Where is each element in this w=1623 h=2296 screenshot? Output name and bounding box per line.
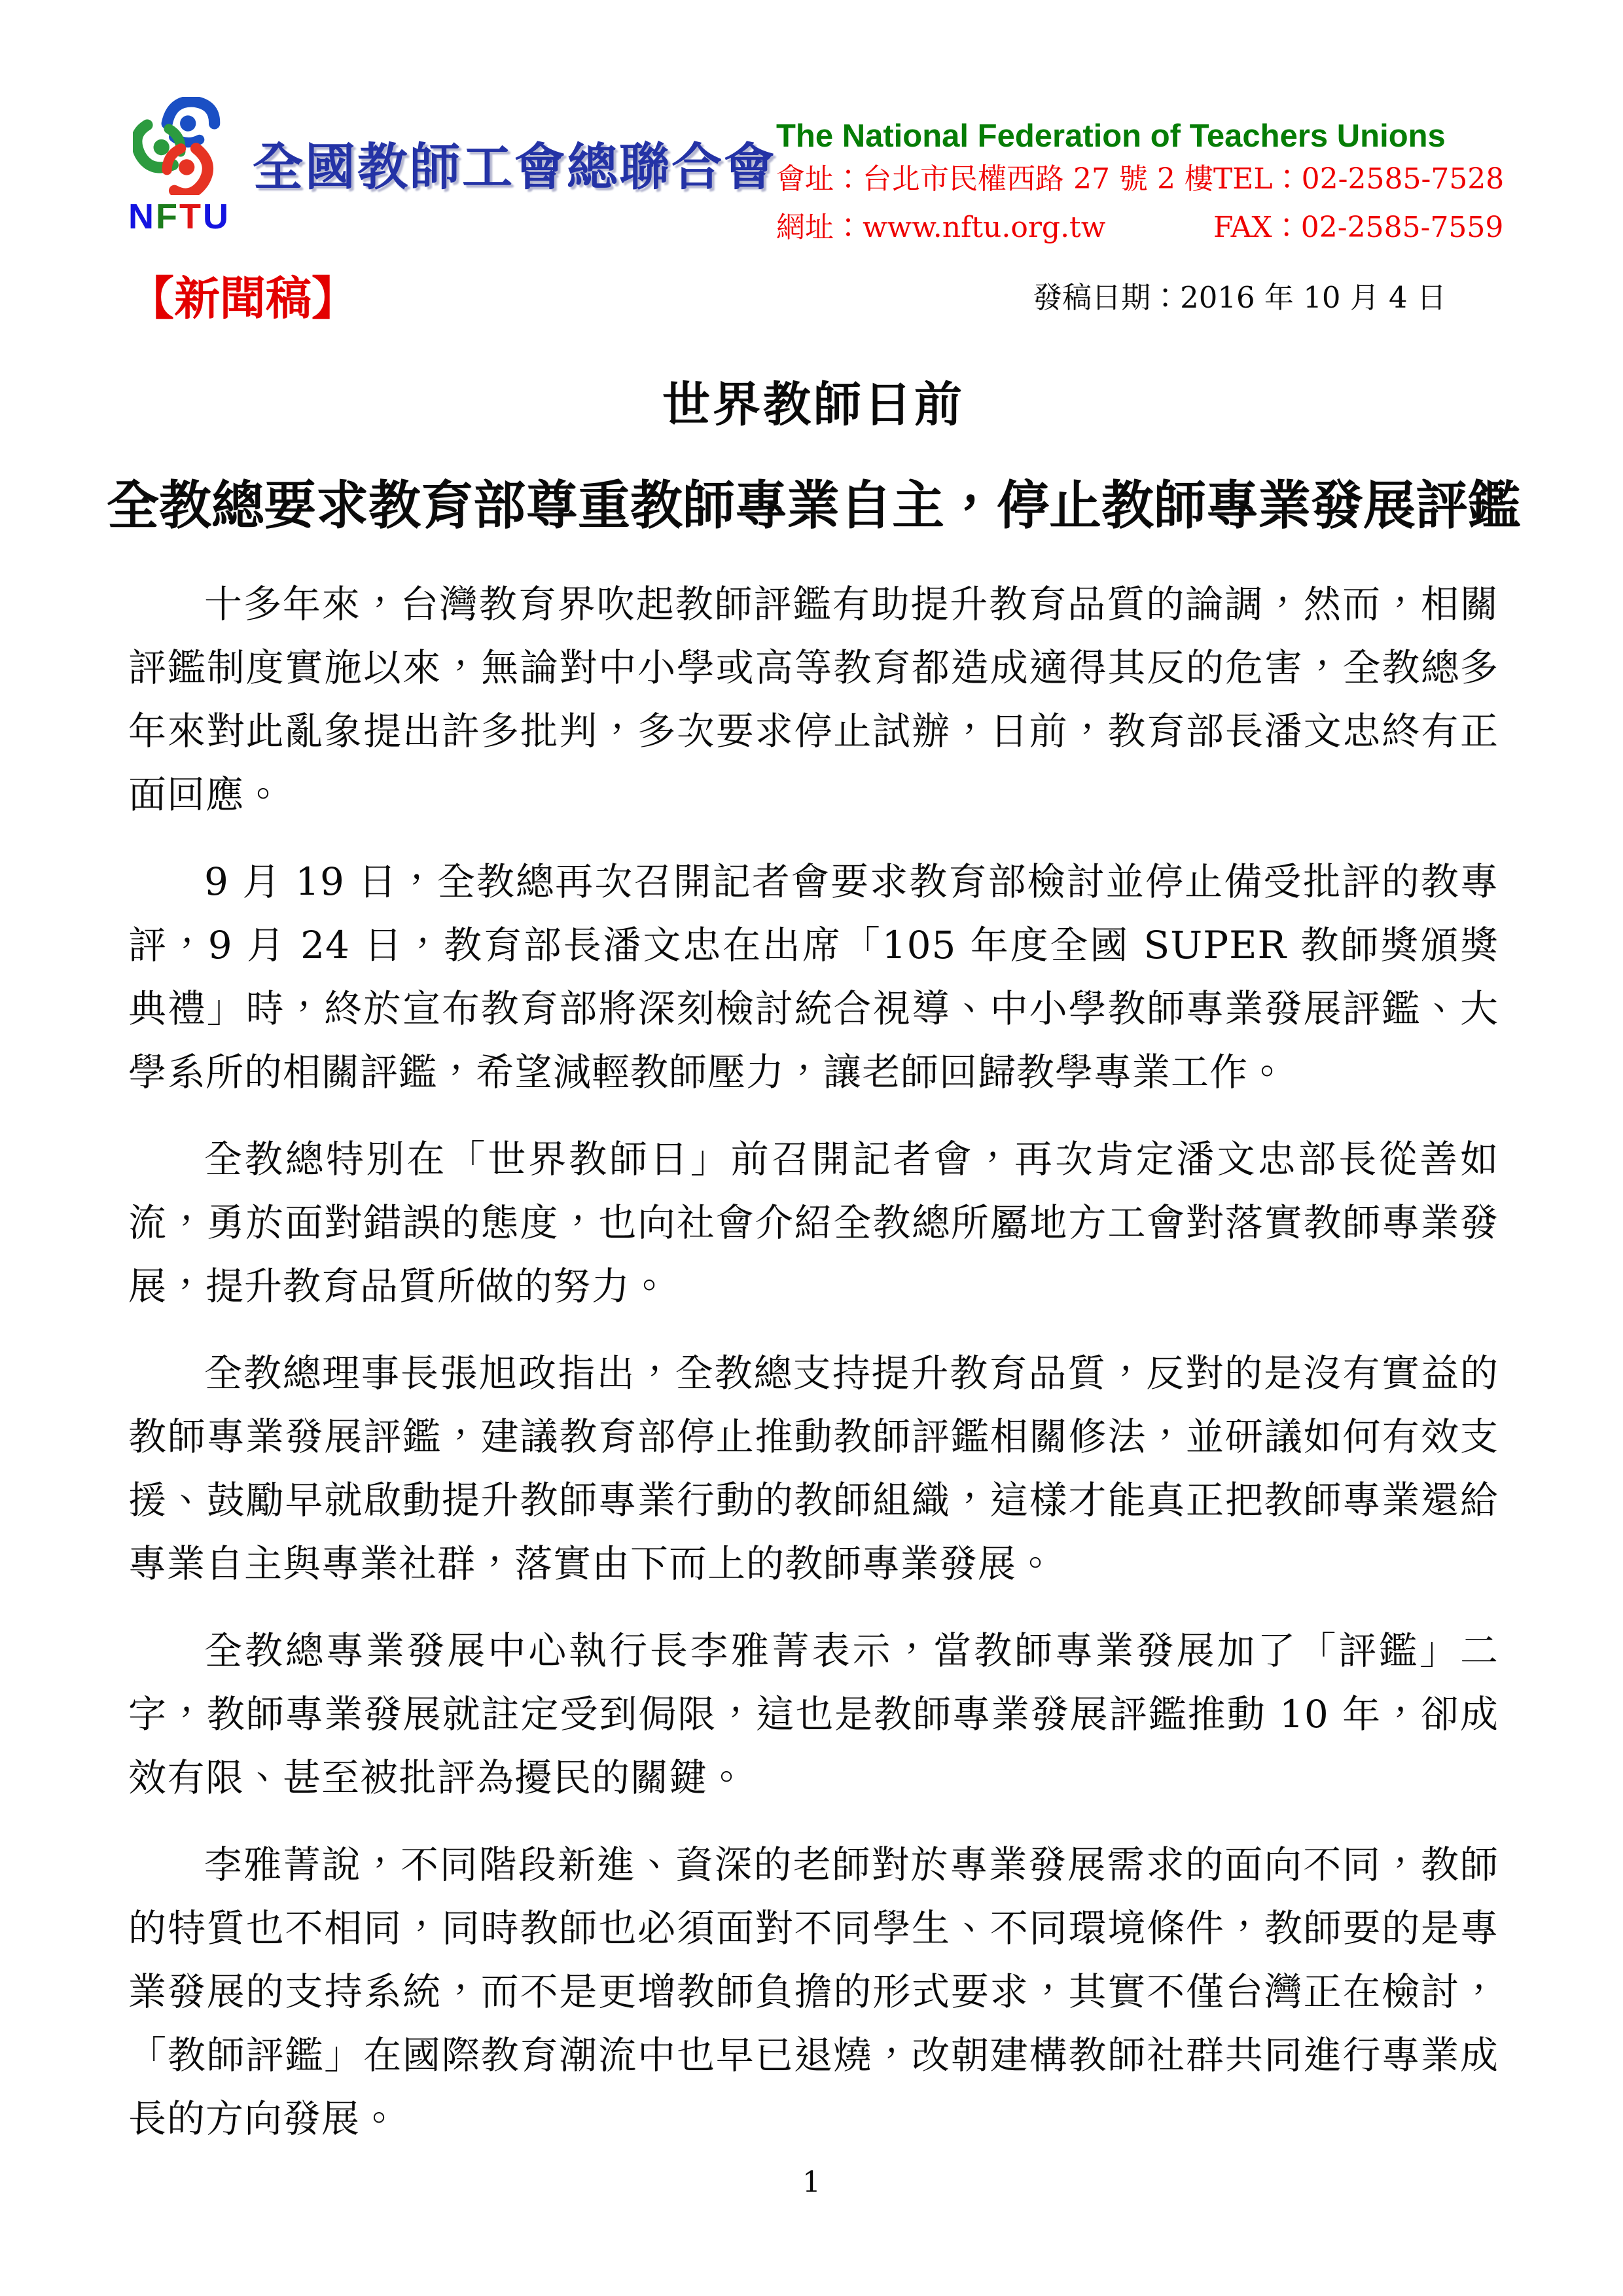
paragraph-5: 全教總專業發展中心執行長李雅菁表示，當教師專業發展加了「評鑑」二字，教師專業發展就註定受到侷限，這也是教師專業發展評鑑推動 10 年，卻成效有限、甚至被批評為擾民的關鍵。 xyxy=(128,1628,1499,1800)
org-name-zh: 全國教師工會總聯合會 xyxy=(253,138,776,197)
page-number: 1 xyxy=(802,2166,821,2199)
paragraph-6: 李雅菁說，不同階段新進、資深的老師對於專業發展需求的面向不同，教師的特質也不相同，同時教師也必須面對不同學生、不同環境條件，教師要的是專業發展的支持系統，而不是更增教師負擔的形式要求，其實不僅台灣正在檢討，「教師評鑑」在國際教育潮流中也早已退燒，改朝建構教師社群共同進行專業成長的方向發展。 xyxy=(128,1842,1499,2141)
paragraph-4: 全教總理事長張旭政指出，全教總支持提升教育品質，反對的是沒有實益的教師專業發展評鑑，建議教育部停止推動教師評鑑相關修法，並研議如何有效支援、鼓勵早就啟動提升教師專業行動的教師組織，這樣才能真正把教師專業還給專業自主與專業社群，落實由下而上的教師專業發展。 xyxy=(128,1351,1499,1586)
release-date: 發稿日期：2016 年 10 月 4 日 xyxy=(1033,280,1446,315)
nftu-letter-n: N xyxy=(128,197,156,236)
tel-line: TEL：02-2585-7528 xyxy=(1213,162,1505,196)
tag-row xyxy=(128,262,1499,328)
fax-line: FAX：02-2585-7559 xyxy=(1213,211,1504,244)
paragraph-3: 全教總特別在「世界教師日」前召開記者會，再次肯定潘文忠部長從善如流，勇於面對錯誤的態度，也向社會介紹全教總所屬地方工會對落實教師專業發展，提升教育品質所做的努力。 xyxy=(128,1137,1499,1308)
contact-block xyxy=(776,118,1504,247)
logo-mark xyxy=(128,97,230,236)
press-release-tag: 【新聞稿】 xyxy=(128,271,357,325)
nftu-letter-f: F xyxy=(156,197,179,236)
org-name-en: The National Federation of Teachers Unions xyxy=(776,118,1446,154)
letterhead xyxy=(128,97,1505,247)
nftu-acronym xyxy=(128,197,230,236)
website-line: 網址：www.nftu.org.tw xyxy=(776,211,1106,244)
paragraph-1: 十多年來，台灣教育界吹起教師評鑑有助提升教育品質的論調，然而，相關評鑑制度實施以來，無論對中小學或高等教育都造成適得其反的危害，全教總多年來對此亂象提出許多批判，多次要求停止試辦，日前，教育部長潘文忠終有正面回應。 xyxy=(128,582,1499,817)
logo-figure-blue xyxy=(163,97,219,149)
logo-block xyxy=(128,97,776,234)
nftu-letter-u: U xyxy=(203,197,230,236)
title-line1: 世界教師日前 xyxy=(662,376,965,433)
contact-grid xyxy=(776,160,1504,247)
nftu-letter-t: T xyxy=(179,197,203,236)
address-line: 會址：台北市民權西路 27 號 2 樓 xyxy=(776,162,1213,196)
paragraph-2: 9 月 19 日，全教總再次召開記者會要求教育部檢討並停止備受批評的教專評，9 月 24 日，教育部長潘文忠在出席「105 年度全國 SUPER 教師獎頒獎典禮」時，終於宣布教育部將深刻檢討統合視導、中小學教師專業發展評鑑、大學系所的相關評鑑，希望減輕教師壓力，讓老師回歸教學專業工作。 xyxy=(128,859,1499,1094)
article-body xyxy=(128,573,1499,2151)
title-line2: 全教總要求教育部尊重教師專業自主，停止教師專業發展評鑑 xyxy=(107,475,1520,536)
nftu-logo-icon xyxy=(133,97,222,195)
